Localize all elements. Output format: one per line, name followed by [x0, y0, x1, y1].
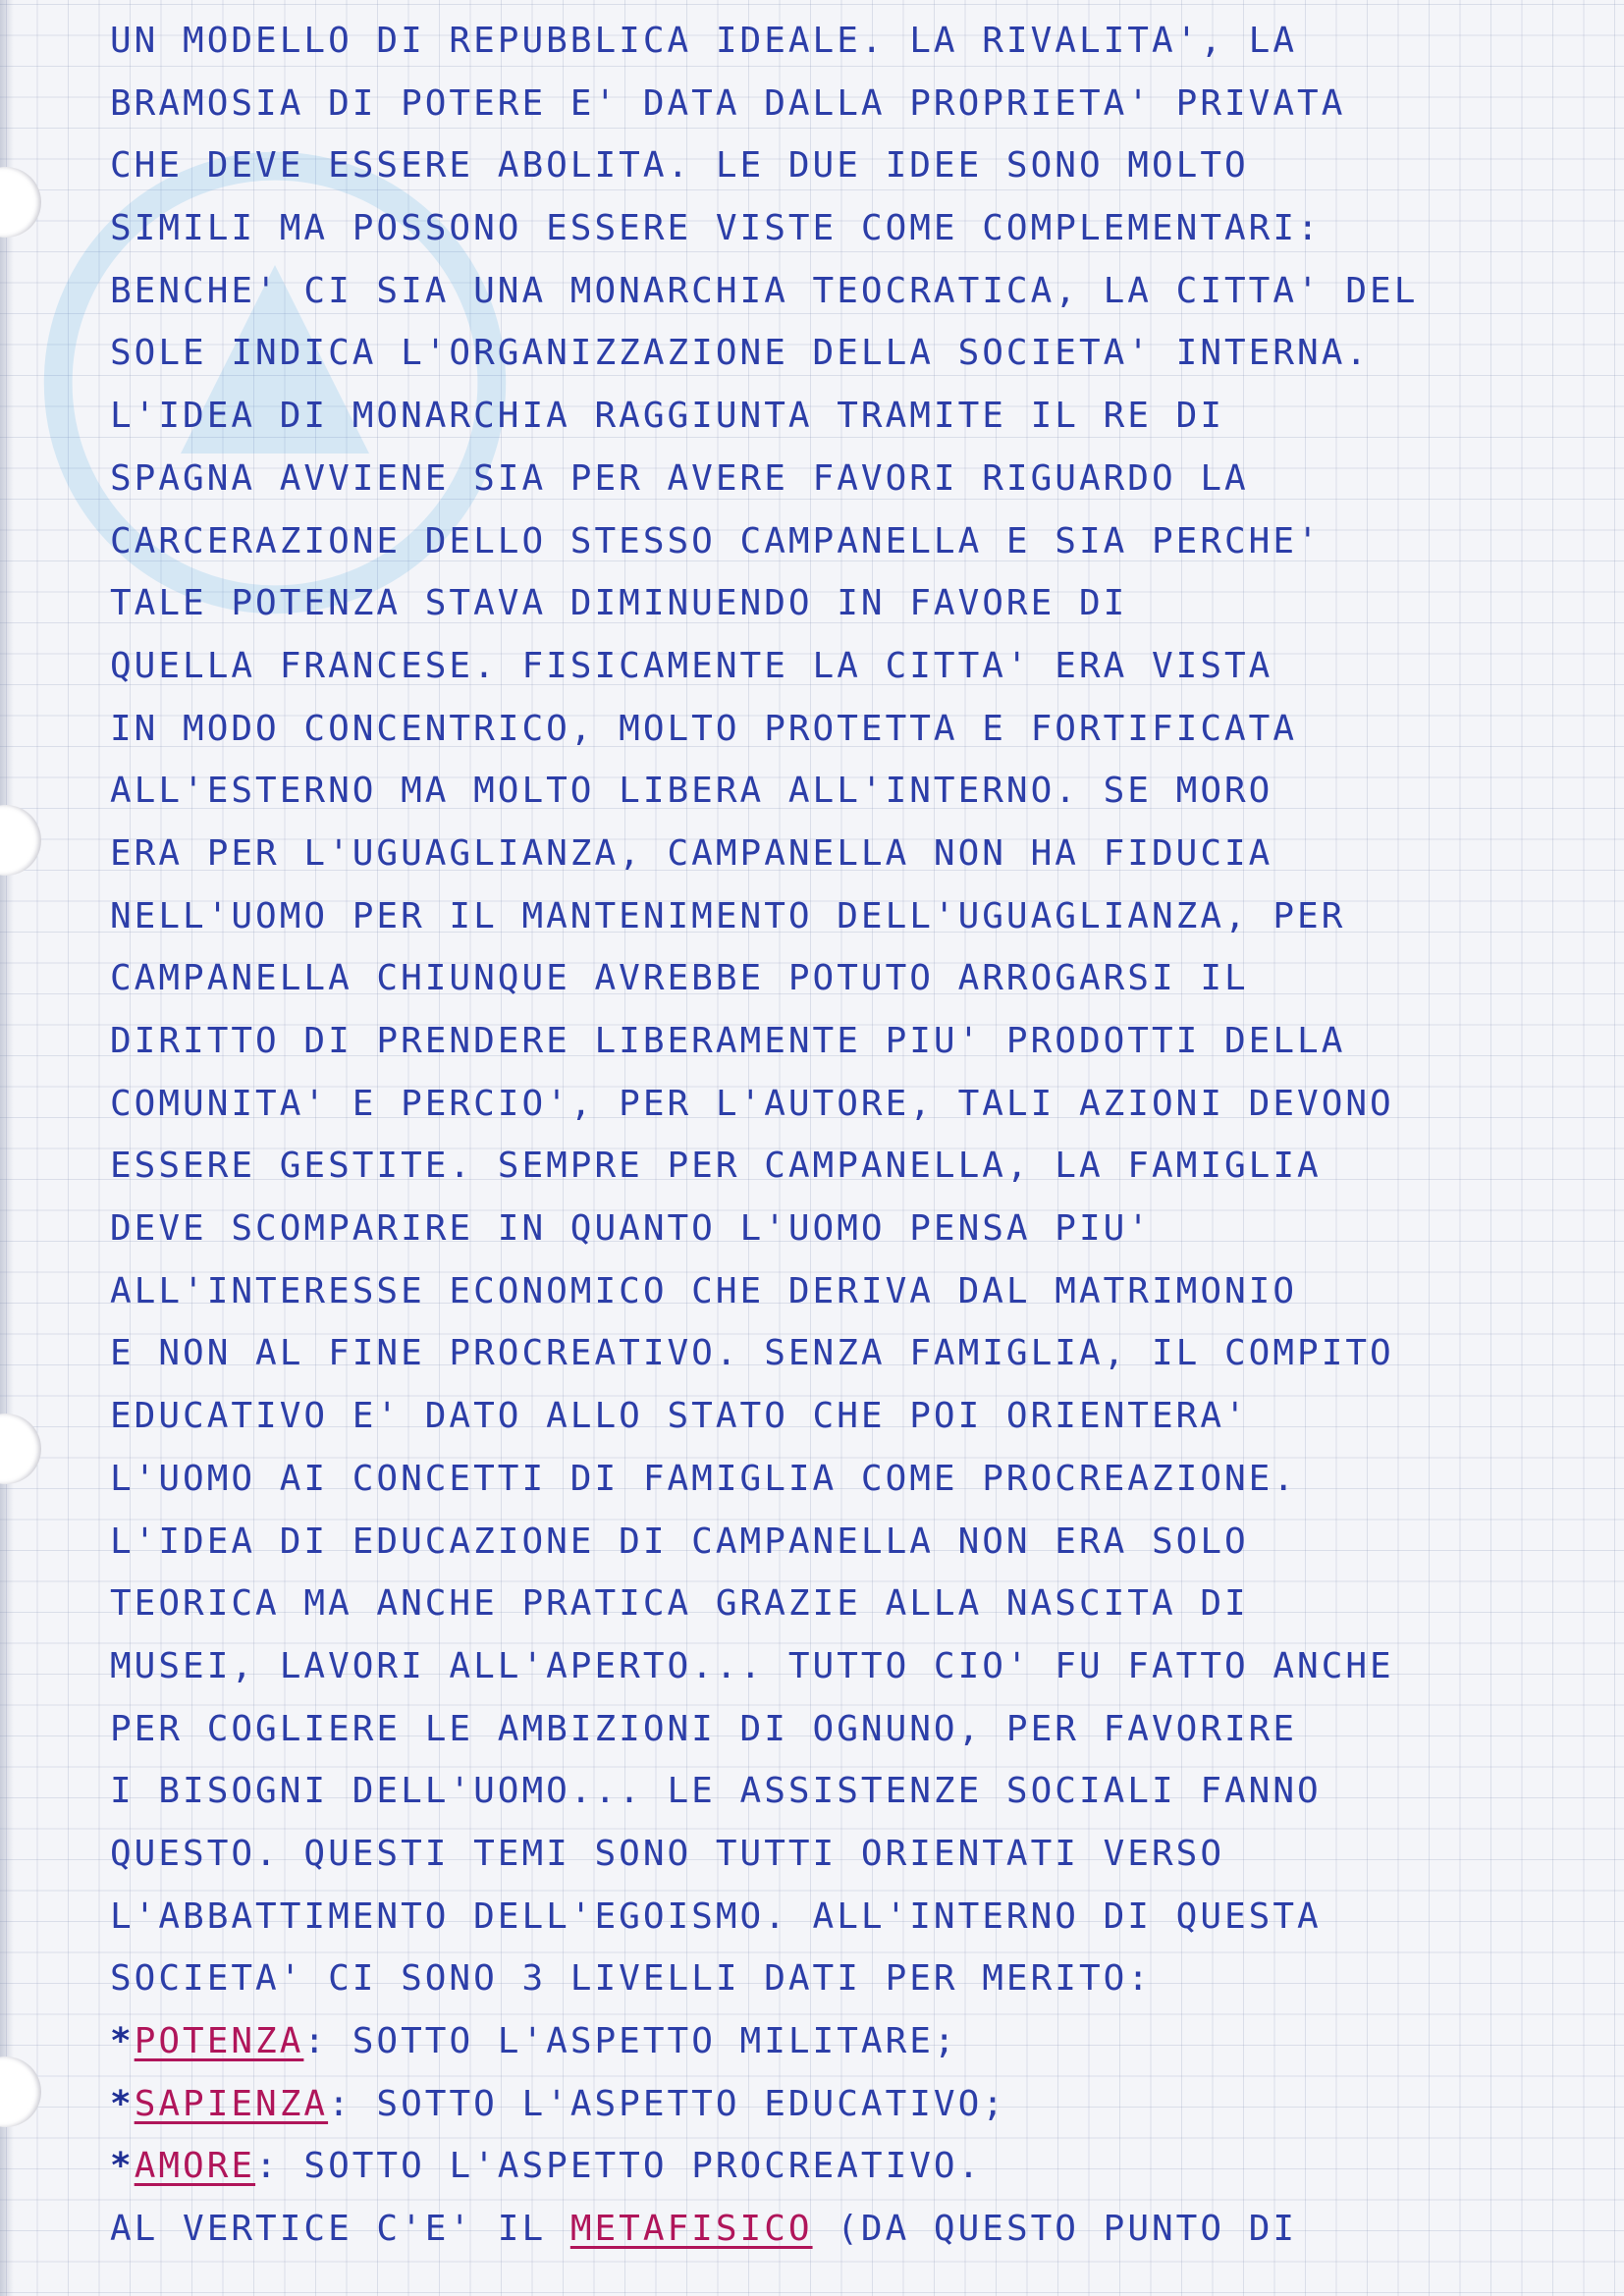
text-line: BENCHE' CI SIA UNA MONARCHIA TEOCRATICA, LA CITTA' DEL	[110, 270, 1419, 311]
text-line: L'ABBATTIMENTO DELL'EGOISMO. ALL'INTERNO DI QUESTA	[110, 1896, 1322, 1937]
final-line-start: AL VERTICE C'E' IL	[110, 2209, 570, 2250]
text-line: COMUNITA' E PERCIO', PER L'AUTORE, TALI AZIONI DEVONO	[110, 1083, 1394, 1124]
text-line: PER COGLIERE LE AMBIZIONI DI OGNUNO, PER FAVORIRE	[110, 1708, 1298, 1749]
text-line: E NON AL FINE PROCREATIVO. SENZA FAMIGLIA, IL COMPITO	[110, 1333, 1394, 1374]
binder-hole	[0, 2056, 41, 2127]
binder-hole	[0, 1414, 41, 1484]
list-item-text: : SOTTO L'ASPETTO PROCREATIVO.	[255, 2146, 983, 2187]
text-line: CHE DEVE ESSERE ABOLITA. LE DUE IDEE SONO MOLTO	[110, 145, 1249, 187]
text-line: L'UOMO AI CONCETTI DI FAMIGLIA COME PROCREAZIONE.	[110, 1458, 1298, 1499]
text-line: ERA PER L'UGUAGLIANZA, CAMPANELLA NON HA FIDUCIA	[110, 832, 1273, 874]
text-line: ESSERE GESTITE. SEMPRE PER CAMPANELLA, LA FAMIGLIA	[110, 1146, 1322, 1187]
asterisk-marker: *	[110, 2083, 135, 2124]
text-line: MUSEI, LAVORI ALL'APERTO... TUTTO CIO' FU FATTO ANCHE	[110, 1645, 1394, 1686]
text-line: TALE POTENZA STAVA DIMINUENDO IN FAVORE DI	[110, 583, 1128, 624]
asterisk-marker: *	[110, 2146, 135, 2187]
list-item-amore	[110, 2135, 1593, 2198]
text-line: SOCIETA' CI SONO 3 LIVELLI DATI PER MERITO:	[110, 1958, 1152, 2000]
text-line: IN MODO CONCENTRICO, MOLTO PROTETTA E FORTIFICATA	[110, 708, 1298, 749]
text-line: I BISOGNI DELL'UOMO... LE ASSISTENZE SOCIALI FANNO	[110, 1771, 1322, 1812]
text-line: L'IDEA DI MONARCHIA RAGGIUNTA TRAMITE IL RE DI	[110, 396, 1224, 437]
text-line: DIRITTO DI PRENDERE LIBERAMENTE PIU' PRODOTTI DELLA	[110, 1021, 1346, 1061]
text-line: TEORICA MA ANCHE PRATICA GRAZIE ALLA NASCITA DI	[110, 1583, 1249, 1625]
text-line: DEVE SCOMPARIRE IN QUANTO L'UOMO PENSA PIU'	[110, 1208, 1152, 1250]
text-line: ALL'ESTERNO MA MOLTO LIBERA ALL'INTERNO. SE MORO	[110, 771, 1273, 812]
underlined-term: AMORE	[134, 2146, 256, 2187]
text-line: EDUCATIVO E' DATO ALLO STATO CHE POI ORIENTERA'	[110, 1396, 1249, 1437]
binder-hole	[0, 167, 41, 238]
page-edge	[0, 0, 14, 2296]
text-line: SPAGNA AVVIENE SIA PER AVERE FAVORI RIGUARDO LA	[110, 457, 1249, 499]
text-line: UN MODELLO DI REPUBBLICA IDEALE. LA RIVALITA', LA	[110, 21, 1298, 61]
underlined-term: SAPIENZA	[134, 2083, 329, 2124]
underlined-term: METAFISICO	[569, 2209, 813, 2250]
text-line: QUELLA FRANCESE. FISICAMENTE LA CITTA' ERA VISTA	[110, 645, 1273, 686]
list-item-text: : SOTTO L'ASPETTO EDUCATIVO;	[328, 2083, 1006, 2124]
handwritten-notes	[110, 10, 1593, 2261]
asterisk-marker: *	[110, 2021, 135, 2061]
text-line: QUESTO. QUESTI TEMI SONO TUTTI ORIENTATI VERSO	[110, 1833, 1224, 1874]
final-line	[110, 2198, 1593, 2261]
list-item-sapienza	[110, 2073, 1593, 2136]
text-line: SIMILI MA POSSONO ESSERE VISTE COME COMPLEMENTARI:	[110, 208, 1322, 249]
list-item-text: : SOTTO L'ASPETTO MILITARE;	[303, 2021, 958, 2061]
list-item-potenza	[110, 2010, 1593, 2073]
text-line: L'IDEA DI EDUCAZIONE DI CAMPANELLA NON ERA SOLO	[110, 1521, 1249, 1562]
text-line: CAMPANELLA CHIUNQUE AVREBBE POTUTO ARROGARSI IL	[110, 958, 1249, 999]
binder-hole	[0, 805, 41, 876]
text-line: SOLE INDICA L'ORGANIZZAZIONE DELLA SOCIETA' INTERNA.	[110, 333, 1371, 374]
final-line-end: (DA QUESTO PUNTO DI	[812, 2209, 1298, 2250]
underlined-term: POTENZA	[134, 2021, 304, 2061]
text-line: NELL'UOMO PER IL MANTENIMENTO DELL'UGUAGLIANZA, PER	[110, 895, 1346, 936]
text-line: CARCERAZIONE DELLO STESSO CAMPANELLA E SIA PERCHE'	[110, 520, 1322, 561]
text-line: BRAMOSIA DI POTERE E' DATA DALLA PROPRIETA' PRIVATA	[110, 82, 1346, 124]
text-line: ALL'INTERESSE ECONOMICO CHE DERIVA DAL MATRIMONIO	[110, 1270, 1298, 1311]
